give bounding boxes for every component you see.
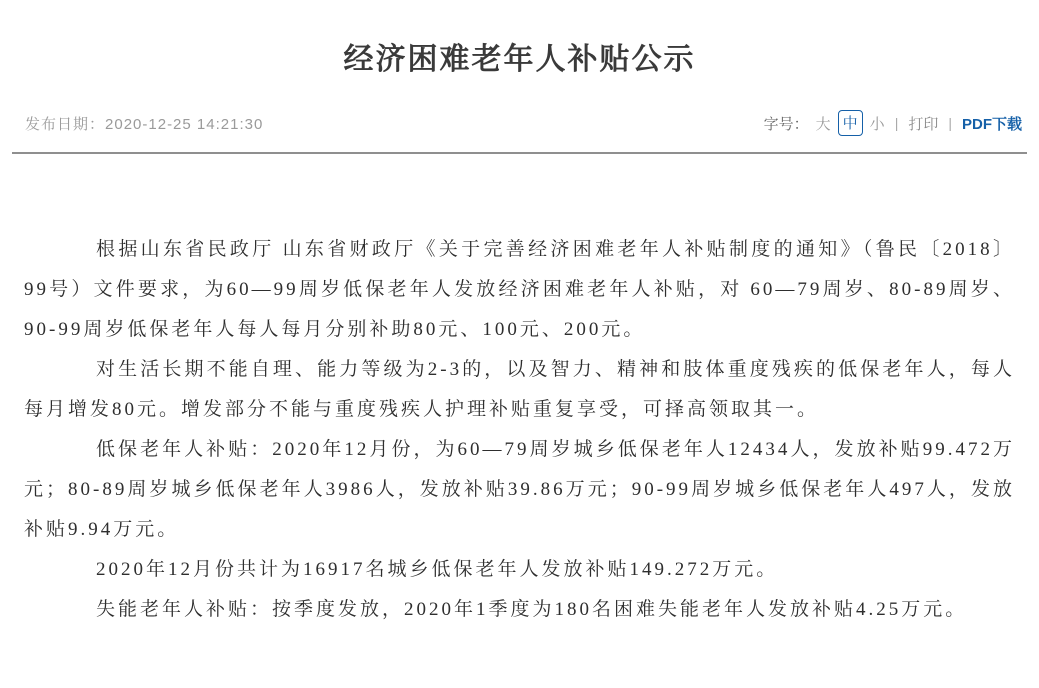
font-size-small-button[interactable]: 小: [869, 115, 885, 133]
page-title: 经济困难老年人补贴公示: [343, 43, 696, 76]
toolbar-separator: |: [894, 115, 899, 131]
print-button[interactable]: 打印: [908, 115, 939, 133]
article-body: [0, 230, 1039, 630]
font-size-label: 字号：: [763, 115, 809, 133]
article-paragraph: 2020年12月份共计为16917名城乡低保老年人发放补贴149.272万元。: [96, 559, 779, 580]
announcement-page: [0, 34, 1039, 688]
article-paragraph: 低保老年人补贴：2020年12月份，为60—79周岁城乡低保老年人12434人，发放补贴99.472万元；80-89周岁城乡低保老年人3986人，发放补贴39.86万元；90-99周岁城乡低保老年人497人，发放补贴9.94万元。: [24, 439, 1015, 540]
meta-row: [0, 110, 1039, 136]
header-divider: [12, 152, 1027, 154]
article-paragraph: 根据山东省民政厅 山东省财政厅《关于完善经济困难老年人补贴制度的通知》（鲁民〔2018〕99号）文件要求，为60—99周岁低保老年人发放经济困难老年人补贴，对 60—79周岁、80-89周岁、90-99周岁低保老年人每人每月分别补助80元、100元、200元。: [24, 239, 1015, 340]
publish-date-label: 发布日期：: [25, 115, 106, 133]
toolbar-separator: |: [948, 115, 952, 131]
article-paragraph: 失能老年人补贴：按季度发放，2020年1季度为180名困难失能老年人发放补贴4.25万元。: [96, 599, 968, 620]
pdf-download-link[interactable]: PDF下载: [961, 115, 1022, 133]
publish-date: [25, 113, 263, 134]
font-size-medium-button[interactable]: 中: [838, 110, 863, 136]
article-paragraph: 对生活长期不能自理、能力等级为2-3的，以及智力、精神和肢体重度残疾的低保老年人，每人每月增发80元。增发部分不能与重度残疾人护理补贴重复享受，可择高领取其一。: [24, 359, 1015, 420]
article-toolbar: [764, 110, 1022, 136]
publish-date-value: 2020-12-25 14:21:30: [105, 115, 264, 133]
font-size-large-button[interactable]: 大: [815, 115, 831, 133]
